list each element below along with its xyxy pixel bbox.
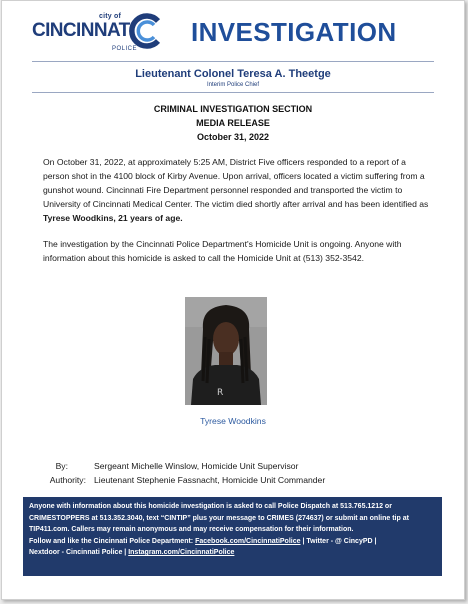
- shirt-logo-text: R: [217, 388, 224, 398]
- facebook-link[interactable]: Facebook.com/CincinnatiPolice: [195, 537, 301, 545]
- follow-text: Follow and like the Cincinnati Police Department:: [29, 537, 196, 545]
- social-follow-line-2: [29, 547, 436, 559]
- portrait-image: [185, 297, 267, 405]
- chief-title: Interim Police Chief: [206, 82, 260, 88]
- social-follow-line: [29, 536, 436, 548]
- instagram-link[interactable]: Instagram.com/CincinnatiPolice: [128, 549, 235, 557]
- cincinnati-police-logo: [32, 13, 167, 55]
- section-name: CRIMINAL INVESTIGATION SECTION: [153, 104, 313, 114]
- authority-label: Authority:: [49, 475, 86, 485]
- victim-identity: Tyrese Woodkins, 21 years of age.: [43, 213, 183, 223]
- logo-c-mark-icon: [128, 13, 164, 49]
- photo-caption: Tyrese Woodkins: [200, 416, 266, 426]
- chief-divider: [32, 92, 434, 93]
- release-date: October 31, 2022: [196, 132, 270, 142]
- victim-photo: [185, 297, 267, 405]
- logo-police-text: POLICE: [112, 46, 138, 52]
- by-label: By:: [55, 461, 68, 471]
- page-title: INVESTIGATION: [191, 17, 397, 47]
- authority-value: Lieutenant Stephenie Fassnacht, Homicide Unit Commander: [94, 475, 326, 485]
- by-value: Sergeant Michelle Winslow, Homicide Unit Supervisor: [94, 461, 299, 471]
- tip-info-box: [23, 497, 442, 576]
- chief-name: Lieutenant Colonel Teresa A. Theetge: [135, 68, 331, 80]
- nextdoor-text: Nextdoor - Cincinnati Police |: [29, 549, 129, 557]
- tip-info-text: Anyone with information about this homicide investigation is asked to call Police Dispatch at 513.765.1212 or CRIMESTOPPERS at 513.352.3040, text “CINTIP” plus your message to CRIMES (274637) or submit an online tip at TIP411.com. Callers may remain anonymous and may receive compensation for their information.: [29, 503, 409, 534]
- release-type: MEDIA RELEASE: [196, 118, 270, 128]
- media-release-page: [1, 0, 465, 600]
- logo-city-name: CINCINNATI: [32, 20, 135, 41]
- twitter-text: | Twitter - @ CincyPD |: [300, 537, 377, 545]
- incident-text: On October 31, 2022, at approximately 5:25 AM, District Five officers responded to a report of a person shot in the 4100 block of Kirby Avenue. Upon arrival, officers located a victim suffering from a gunshot wound. Cincinnati Fire Department personnel responded and transported the victim to University of Cincinnati Medical Center. The victim died shortly after arrival and has been identified as: [43, 157, 429, 209]
- header-divider: [32, 61, 434, 62]
- release-heading: [2, 102, 464, 144]
- incident-paragraph: [43, 155, 433, 225]
- logo-city-of-text: city of: [99, 13, 122, 20]
- investigation-paragraph: The investigation by the Cincinnati Police Department's Homicide Unit is ongoing. Anyone with information about this homicide is asked to call the Homicide Unit at (513) 352-3542.: [43, 239, 402, 263]
